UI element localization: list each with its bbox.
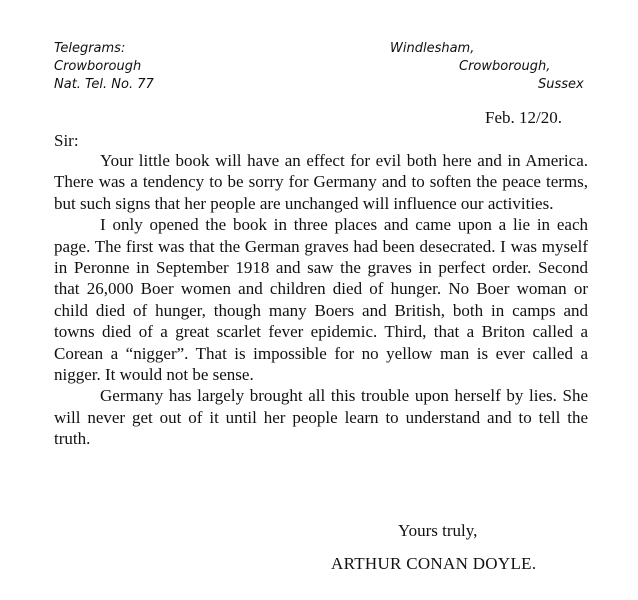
letterhead-town: Crowborough, bbox=[459, 59, 551, 74]
letter-closing: Yours truly, bbox=[398, 521, 478, 540]
letterhead-address-block bbox=[388, 40, 588, 94]
body-paragraph-3: Germany has largely brought all this trouble upon herself by lies. She will never get out of it until her people learn to understand and to tell the truth. bbox=[54, 386, 588, 449]
letterhead-house-name: Windlesham, bbox=[390, 41, 475, 56]
letterhead-telephone-number: Nat. Tel. No. 77 bbox=[54, 77, 154, 92]
letter-date: Feb. 12/20. bbox=[485, 108, 562, 127]
body-paragraph-2: I only opened the book in three places and came upon a lie in each page. The first was that the German graves had been desecrated. I was myself in Peronne in September 1918 and saw the graves in perfect order. Second that 26,000 Boer women and children died of hunger. No Boer woman or child died of hunger, though many Boers and British, both in camps and towns died of a great scarlet fever epidemic. Third, that a Briton called a Corean a “nigger”. That is impossible for no yellow man is ever called a nigger. It would not be sense. bbox=[54, 215, 588, 385]
letter-salutation: Sir: bbox=[54, 131, 79, 150]
letterhead-telegram-block bbox=[54, 40, 154, 94]
letter-body bbox=[54, 150, 588, 450]
letterhead-county: Sussex bbox=[538, 77, 584, 92]
letterhead-telegrams-label: Telegrams: bbox=[54, 41, 126, 56]
letter-signature: ARTHUR CONAN DOYLE. bbox=[331, 554, 537, 573]
body-paragraph-1: Your little book will have an effect for evil both here and in America. There was a tendency to be sorry for Germany and to soften the peace terms, but such signs that her people are unchanged will influence our activities. bbox=[54, 151, 588, 213]
letterhead-telegram-address: Crowborough bbox=[54, 59, 142, 74]
